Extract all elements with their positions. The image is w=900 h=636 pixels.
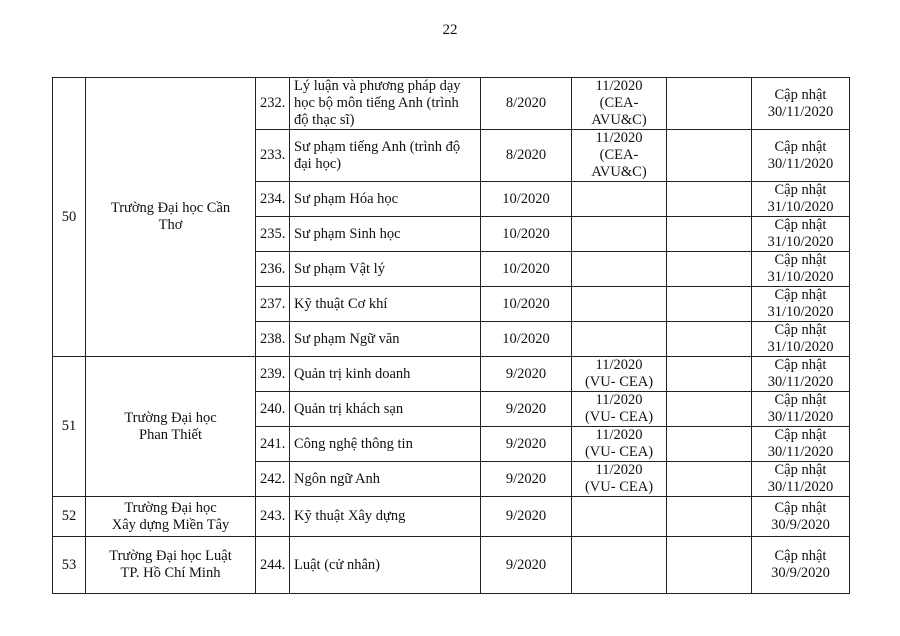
evaluation-date: 10/2020	[481, 182, 572, 217]
accreditation-org: 11/2020 (VU- CEA)	[572, 357, 667, 392]
program-name: Sư phạm Ngữ văn	[290, 322, 481, 357]
accreditation-org	[572, 537, 667, 594]
evaluation-date: 10/2020	[481, 322, 572, 357]
program-index: 238.	[256, 322, 290, 357]
evaluation-date: 10/2020	[481, 287, 572, 322]
accreditation-org	[572, 182, 667, 217]
update-status: Cập nhật 30/11/2020	[752, 462, 850, 497]
program-name: Lý luận và phương pháp dạy học bộ môn tiếng Anh (trình độ thạc sĩ)	[290, 78, 481, 130]
program-name: Sư phạm Hóa học	[290, 182, 481, 217]
blank-cell	[667, 537, 752, 594]
evaluation-date: 9/2020	[481, 537, 572, 594]
evaluation-date: 9/2020	[481, 357, 572, 392]
program-index: 242.	[256, 462, 290, 497]
accreditation-org: 11/2020 (VU- CEA)	[572, 427, 667, 462]
update-status: Cập nhật 31/10/2020	[752, 217, 850, 252]
update-status: Cập nhật 30/11/2020	[752, 78, 850, 130]
update-status: Cập nhật 30/11/2020	[752, 357, 850, 392]
blank-cell	[667, 427, 752, 462]
accreditation-org: 11/2020 (CEA- AVU&C)	[572, 130, 667, 182]
program-name: Sư phạm Sinh học	[290, 217, 481, 252]
accreditation-org	[572, 322, 667, 357]
program-index: 233.	[256, 130, 290, 182]
school-name: Trường Đại học Xây dựng Miền Tây	[86, 497, 256, 537]
program-name: Quản trị khách sạn	[290, 392, 481, 427]
accreditation-org: 11/2020 (VU- CEA)	[572, 392, 667, 427]
blank-cell	[667, 182, 752, 217]
update-status: Cập nhật 31/10/2020	[752, 322, 850, 357]
evaluation-date: 10/2020	[481, 217, 572, 252]
program-name: Công nghệ thông tin	[290, 427, 481, 462]
blank-cell	[667, 287, 752, 322]
school-number: 53	[53, 537, 86, 594]
evaluation-date: 9/2020	[481, 427, 572, 462]
program-index: 235.	[256, 217, 290, 252]
accreditation-org	[572, 217, 667, 252]
evaluation-date: 9/2020	[481, 497, 572, 537]
program-name: Kỹ thuật Cơ khí	[290, 287, 481, 322]
school-name: Trường Đại học Phan Thiết	[86, 357, 256, 497]
blank-cell	[667, 392, 752, 427]
update-status: Cập nhật 30/9/2020	[752, 537, 850, 594]
school-number: 51	[53, 357, 86, 497]
accreditation-table	[52, 77, 850, 594]
school-number: 50	[53, 78, 86, 357]
blank-cell	[667, 252, 752, 287]
page-number: 22	[442, 22, 458, 38]
evaluation-date: 9/2020	[481, 462, 572, 497]
blank-cell	[667, 217, 752, 252]
school-name: Trường Đại học Cần Thơ	[86, 78, 256, 357]
update-status: Cập nhật 31/10/2020	[752, 252, 850, 287]
evaluation-date: 8/2020	[481, 78, 572, 130]
program-index: 232.	[256, 78, 290, 130]
program-name: Luật (cử nhân)	[290, 537, 481, 594]
accreditation-org: 11/2020 (VU- CEA)	[572, 462, 667, 497]
program-index: 241.	[256, 427, 290, 462]
accreditation-org	[572, 497, 667, 537]
blank-cell	[667, 462, 752, 497]
program-index: 243.	[256, 497, 290, 537]
update-status: Cập nhật 30/11/2020	[752, 392, 850, 427]
evaluation-date: 10/2020	[481, 252, 572, 287]
accreditation-org	[572, 252, 667, 287]
program-index: 239.	[256, 357, 290, 392]
accreditation-org: 11/2020 (CEA- AVU&C)	[572, 78, 667, 130]
blank-cell	[667, 322, 752, 357]
blank-cell	[667, 497, 752, 537]
update-status: Cập nhật 31/10/2020	[752, 287, 850, 322]
program-index: 240.	[256, 392, 290, 427]
table-row	[53, 78, 850, 130]
program-index: 237.	[256, 287, 290, 322]
school-name: Trường Đại học Luật TP. Hồ Chí Minh	[86, 537, 256, 594]
blank-cell	[667, 130, 752, 182]
school-number: 52	[53, 497, 86, 537]
program-name: Kỹ thuật Xây dựng	[290, 497, 481, 537]
blank-cell	[667, 357, 752, 392]
table-row	[53, 537, 850, 594]
table-row	[53, 497, 850, 537]
update-status: Cập nhật 30/11/2020	[752, 130, 850, 182]
accreditation-org	[572, 287, 667, 322]
update-status: Cập nhật 30/9/2020	[752, 497, 850, 537]
table-body	[53, 78, 850, 594]
program-name: Ngôn ngữ Anh	[290, 462, 481, 497]
table-row	[53, 357, 850, 392]
program-name: Sư phạm Vật lý	[290, 252, 481, 287]
evaluation-date: 9/2020	[481, 392, 572, 427]
update-status: Cập nhật 30/11/2020	[752, 427, 850, 462]
evaluation-date: 8/2020	[481, 130, 572, 182]
program-index: 234.	[256, 182, 290, 217]
program-name: Quản trị kinh doanh	[290, 357, 481, 392]
program-index: 236.	[256, 252, 290, 287]
blank-cell	[667, 78, 752, 130]
program-name: Sư phạm tiếng Anh (trình độ đại học)	[290, 130, 481, 182]
program-index: 244.	[256, 537, 290, 594]
update-status: Cập nhật 31/10/2020	[752, 182, 850, 217]
